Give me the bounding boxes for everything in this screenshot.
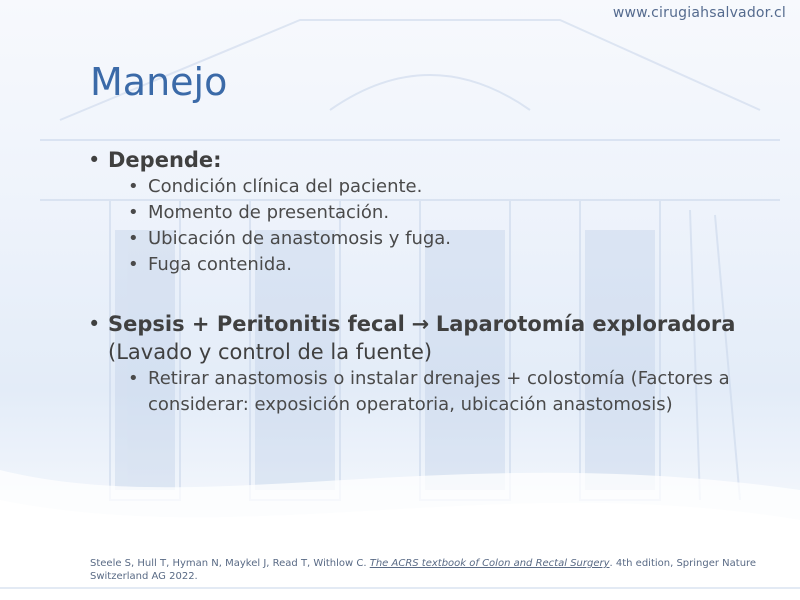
list-item-text: Ubicación de anastomosis y fuga. — [148, 228, 452, 249]
sepsis-text: Sepsis + Peritonitis fecal — [108, 312, 405, 336]
list-item — [88, 252, 778, 278]
lavado-text: (Lavado y control de la fuente) — [108, 340, 433, 364]
bullet-dot-icon: • — [128, 176, 139, 197]
reference-citation — [90, 557, 770, 583]
list-item — [88, 226, 778, 252]
reference-details: . 4th edition, Springer Nature Switzerland AG 2022. — [90, 558, 757, 582]
bullet-dot-icon: • — [88, 148, 101, 172]
list-item-text: Fuga contenida. — [148, 254, 292, 275]
bullet-dot-icon: • — [88, 312, 101, 336]
bullet-dot-icon: • — [128, 254, 139, 275]
slide-title: Manejo — [90, 60, 228, 104]
arrow-right-icon: → — [411, 312, 430, 336]
bullet-depende — [88, 146, 778, 174]
bullet-dot-icon: • — [128, 228, 139, 249]
list-item — [88, 200, 778, 226]
reference-authors: Steele S, Hull T, Hyman N, Maykel J, Read T, Withlow C. — [90, 558, 367, 569]
site-url: www.cirugiahsalvador.cl — [612, 5, 786, 21]
list-item-text: Momento de presentación. — [148, 202, 390, 223]
list-item-text: Condición clínica del paciente. — [148, 176, 423, 197]
slide-content — [88, 146, 778, 418]
bullet-dot-icon: • — [128, 368, 139, 389]
reference-book-link[interactable]: The ACRS textbook of Colon and Rectal Surgery — [369, 558, 610, 569]
spacer — [88, 278, 778, 310]
list-item — [88, 366, 778, 418]
laparotomia-text: Laparotomía exploradora — [435, 312, 736, 336]
bullet-sepsis — [88, 310, 778, 366]
depende-heading: Depende: — [108, 148, 222, 172]
list-item-text: Retirar anastomosis o instalar drenajes + colostomía (Factores a considerar: exposición operatoria, ubicación anastomosis) — [148, 368, 730, 415]
bullet-dot-icon: • — [128, 202, 139, 223]
list-item — [88, 174, 778, 200]
